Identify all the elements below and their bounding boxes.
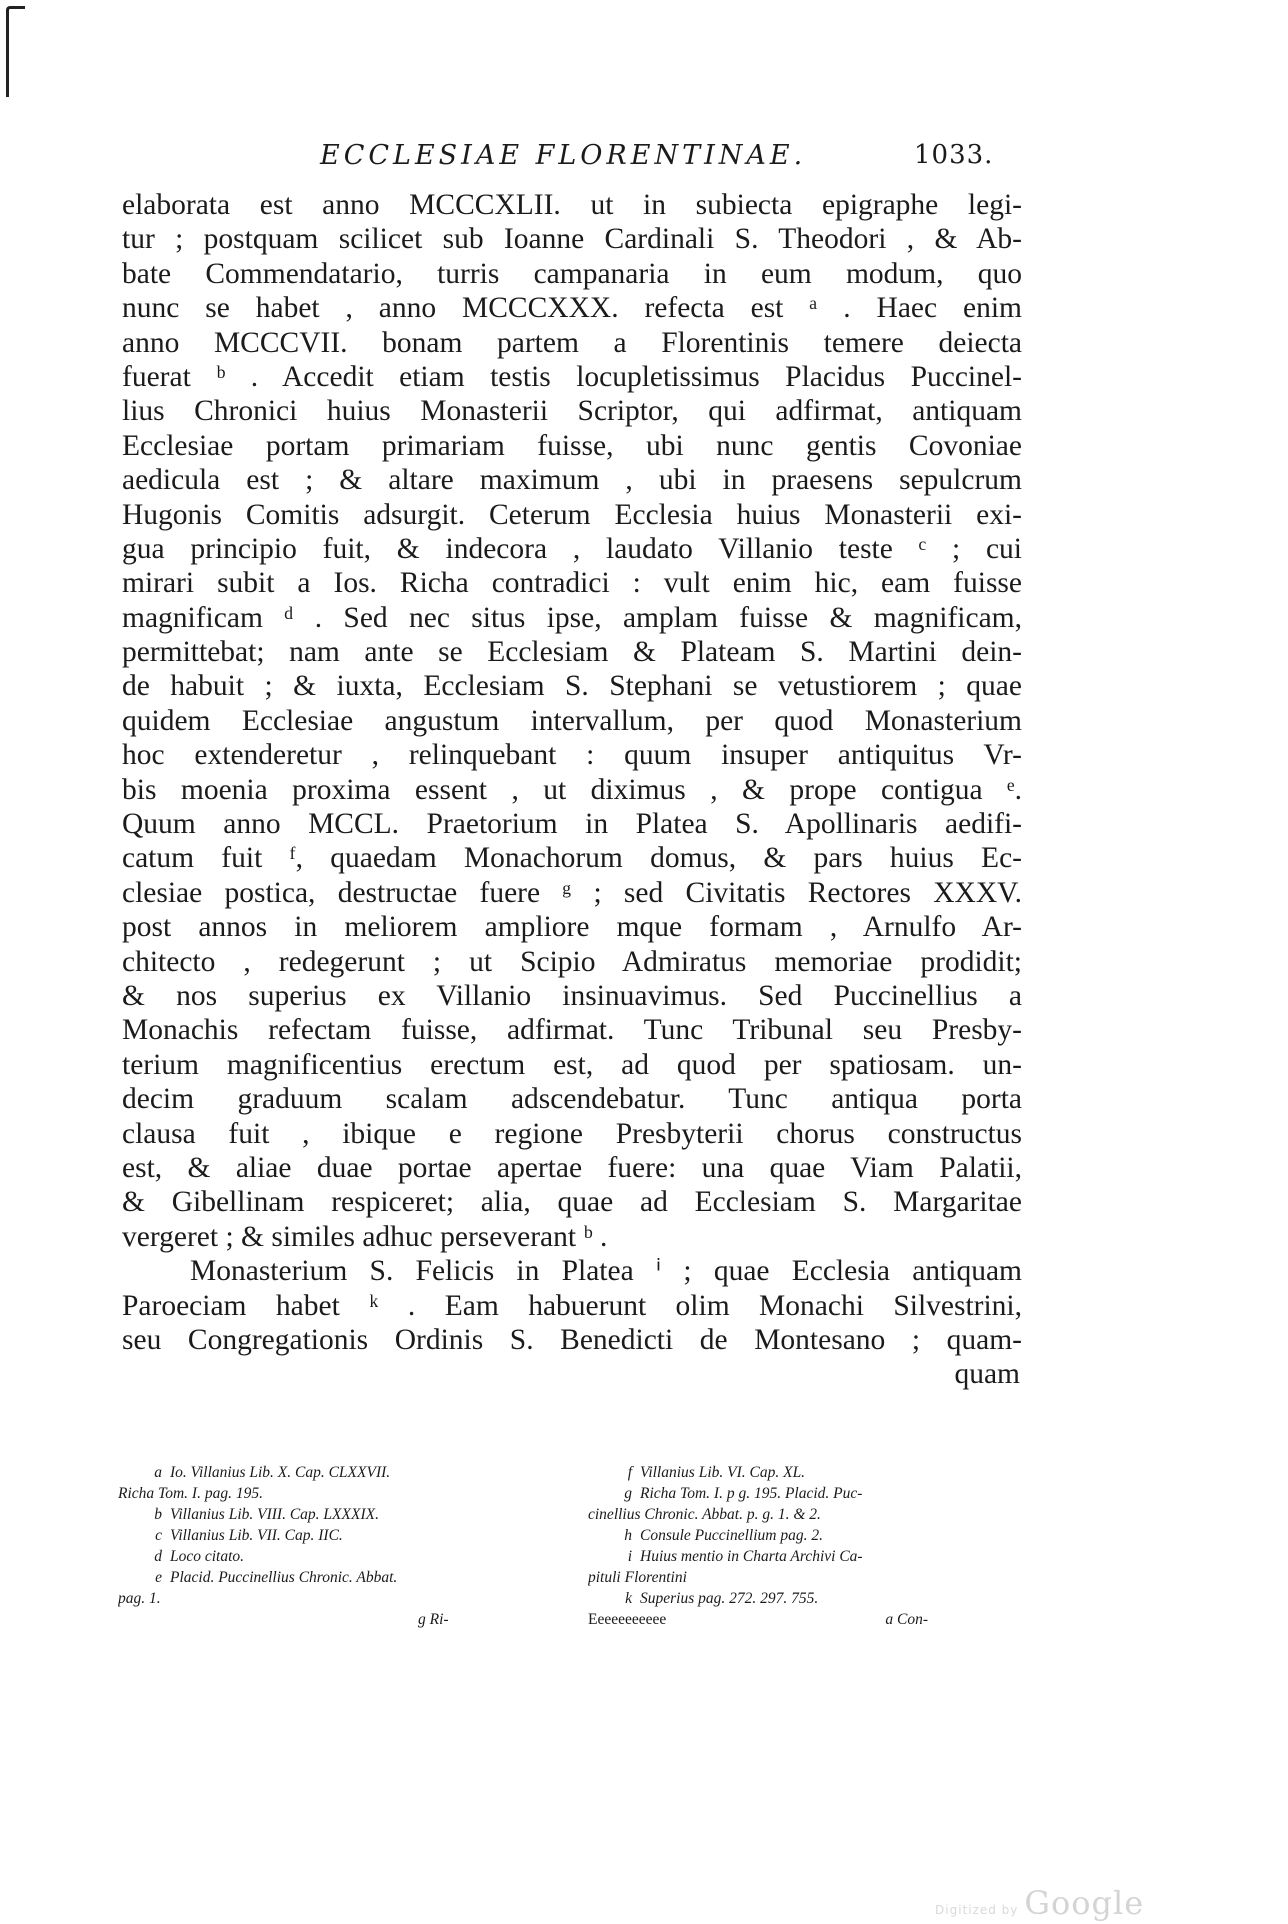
body-line: & Gibellinam respiceret; alia, quae ad Ecclesiam S. Margaritae <box>122 1186 1022 1219</box>
body-line: & nos superius ex Villanio insinuavimus. Sed Puccinellius a <box>122 979 1022 1012</box>
running-title: ECCLESIAE FLORENTINAE. <box>320 140 807 171</box>
catchword: quam <box>954 1358 1020 1391</box>
footnote: g Richa Tom. I. p g. 195. Placid. Puc- <box>624 1485 863 1502</box>
digitization-watermark: Digitized by Google <box>935 1884 1145 1922</box>
footnote: pag. 1. <box>118 1590 161 1607</box>
footnotes-left-column <box>118 1462 558 1630</box>
body-line: Hugonis Comitis adsurgit. Ceterum Ecclesia huius Monasterii exi- <box>122 498 1022 531</box>
body-line: quidem Ecclesiae angustum intervallum, per quod Monasterium <box>122 704 1022 737</box>
footnote: d Loco citato. <box>154 1548 245 1565</box>
body-line: magnificam ᵈ . Sed nec situs ipse, amplam fuisse & magnificam, <box>122 601 1022 634</box>
body-line: catum fuit ᶠ, quaedam Monachorum domus, & pars huius Ec- <box>122 842 1022 875</box>
body-line: aedicula est ; & altare maximum , ubi in praesens sepulcrum <box>122 464 1022 497</box>
body-line: tur ; postquam scilicet sub Ioanne Cardinali S. Theodori , & Ab- <box>122 223 1022 256</box>
body-line-paragraph-start: Monasterium S. Felicis in Platea ⁱ ; quae Ecclesia antiquam <box>190 1255 1022 1288</box>
body-line: hoc extenderetur , relinquebant : quum insuper antiquitus Vr- <box>122 739 1022 772</box>
body-line: post annos in meliorem ampliore mque formam , Arnulfo Ar- <box>122 911 1022 944</box>
body-line: seu Congregationis Ordinis S. Benedicti de Montesano ; quam- <box>122 1323 1022 1356</box>
body-line: Quum anno MCCL. Praetorium in Platea S. Apollinaris aedifi- <box>122 808 1022 841</box>
body-line: decim graduum scalam adscendebatur. Tunc antiqua porta <box>122 1083 1022 1116</box>
body-line: clesiae postica, destructae fuere ᵍ ; sed Civitatis Rectores XXXV. <box>122 876 1022 909</box>
body-line: clausa fuit , ibique e regione Presbyterii chorus constructus <box>122 1117 1022 1150</box>
footnote: a Io. Villanius Lib. X. Cap. CLXXVII. <box>154 1464 391 1481</box>
footnote: h Consule Puccinellium pag. 2. <box>624 1527 823 1544</box>
body-line: Ecclesiae portam primariam fuisse, ubi nunc gentis Covoniae <box>122 429 1022 462</box>
body-line: nunc se habet , anno MCCCXXX. refecta est ᵃ . Haec enim <box>122 292 1022 325</box>
body-line: permittebat; nam ante se Ecclesiam & Plateam S. Martini dein- <box>122 636 1022 669</box>
footnote: b Villanius Lib. VIII. Cap. LXXXIX. <box>154 1506 379 1523</box>
body-line: est, & aliae duae portae apertae fuere: una quae Viam Palatii, <box>122 1151 1022 1184</box>
footnote: i Huius mentio in Charta Archivi Ca- <box>627 1548 863 1565</box>
footnote: f Villanius Lib. VI. Cap. XL. <box>627 1464 806 1481</box>
body-line: bis moenia proxima essent , ut diximus , & prope contigua ᵉ. <box>122 773 1022 806</box>
body-line: terium magnificentius erectum est, ad quod per spatiosam. un- <box>122 1048 1022 1081</box>
body-line: bate Commendatario, turris campanaria in eum modum, quo <box>122 257 1022 290</box>
footnotes-right-column <box>588 1462 1028 1630</box>
footnote: cinellius Chronic. Abbat. p. g. 1. & 2. <box>588 1506 821 1523</box>
footnote: pituli Florentini <box>588 1569 687 1586</box>
body-line: de habuit ; & iuxta, Ecclesiam S. Stephani se vetustiorem ; quae <box>122 670 1022 703</box>
body-line: mirari subit a Ios. Richa contradici : vult enim hic, eam fuisse <box>122 567 1022 600</box>
body-line: elaborata est anno MCCCXLII. ut in subiecta epigraphe legi- <box>122 189 1022 221</box>
body-line: chitecto , redegerunt ; ut Scipio Admiratus memoriae prodidit; <box>122 945 1022 978</box>
page-number: 1033. <box>914 140 994 170</box>
signature-mark: Eeeeeeeeeee a Con- <box>588 1611 928 1628</box>
body-line: gua principio fuit, & indecora , laudato Villanio teste ᶜ ; cui <box>122 532 1022 565</box>
body-line: vergeret ; & similes adhuc perseverant ᵇ . <box>122 1220 608 1253</box>
body-line: Monachis refectam fuisse, adfirmat. Tunc Tribunal seu Presby- <box>122 1014 1022 1047</box>
body-line: anno MCCCVII. bonam partem a Florentinis temere deiecta <box>122 326 1022 359</box>
body-line: lius Chronici huius Monasterii Scriptor, qui adfirmat, antiquam <box>122 395 1022 428</box>
body-line: fuerat ᵇ . Accedit etiam testis locupletissimus Placidus Puccinel- <box>122 360 1022 393</box>
footnote: e Placid. Puccinellius Chronic. Abbat. <box>155 1569 398 1586</box>
catchword-left: g Ri- <box>418 1611 449 1628</box>
footnote: k Superius pag. 272. 297. 755. <box>625 1590 819 1607</box>
body-text <box>122 188 1022 1392</box>
footnote: Richa Tom. I. pag. 195. <box>118 1485 263 1502</box>
footnote: c Villanius Lib. VII. Cap. IIC. <box>155 1527 343 1544</box>
page-edge-mark <box>6 6 25 97</box>
body-line: Paroeciam habet ᵏ . Eam habuerunt olim Monachi Silvestrini, <box>122 1289 1022 1322</box>
